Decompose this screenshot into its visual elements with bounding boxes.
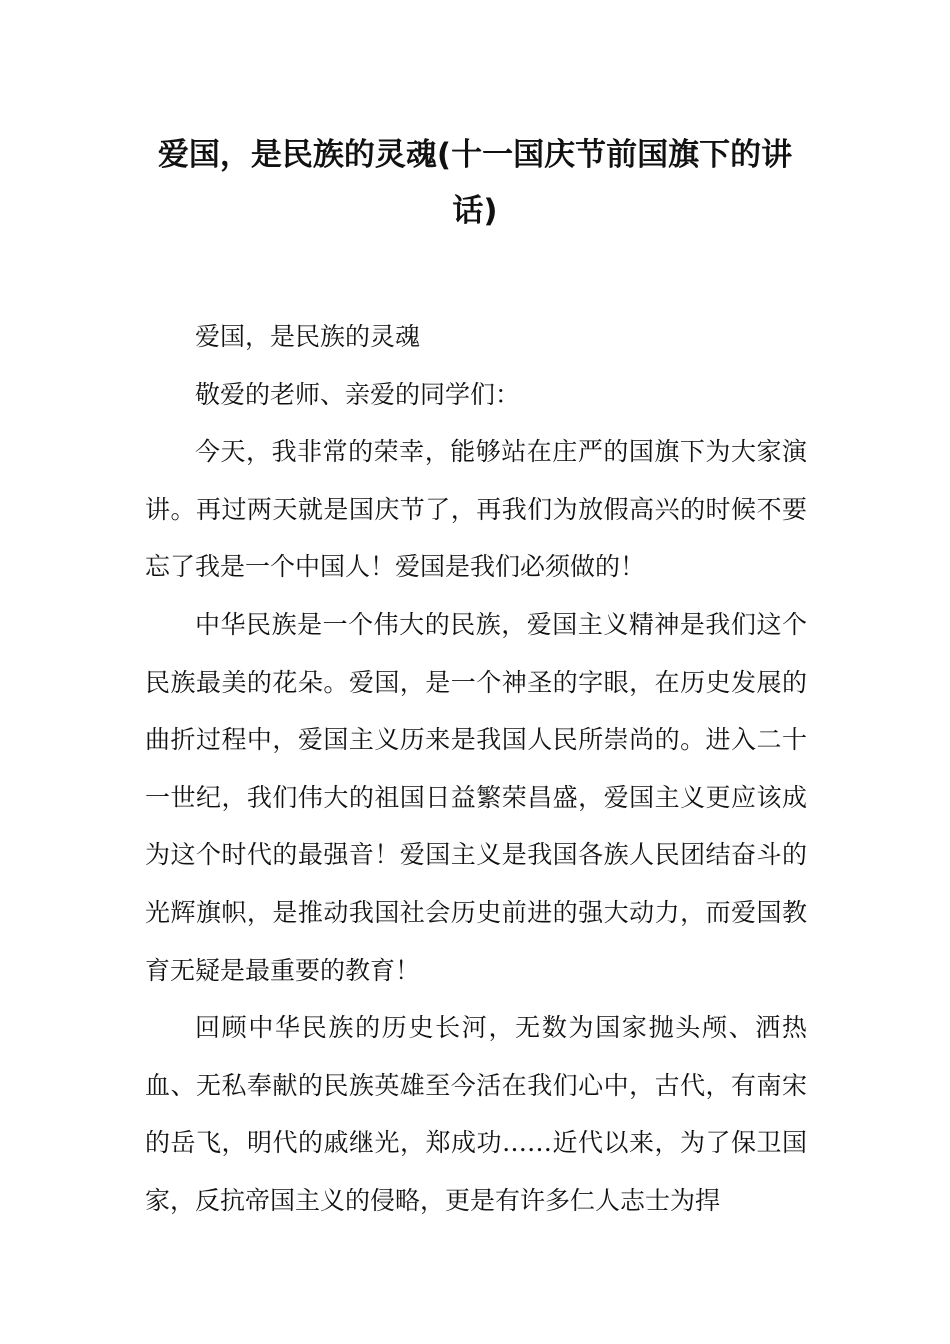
document-body [145,308,807,1230]
paragraph-salutation: 敬爱的老师、亲爱的同学们： [195,379,521,409]
document-title: 爱国，是民族的灵魂(十一国庆节前国旗下的讲话) [157,137,793,229]
paragraph: 今天，我非常的荣幸，能够站在庄严的国旗下为大家演讲。再过两天就是国庆节了，再我们为放假高兴的时候不要忘了我是一个中国人！爱国是我们必须做的！ [145,437,807,582]
paragraph-heading: 爱国，是民族的灵魂 [195,322,421,351]
paragraph: 回顾中华民族的历史长河，无数为国家抛头颅、洒热血、无私奉献的民族英雄至今活在我们心中，古代，有南宋的岳飞，明代的戚继光，郑成功……近代以来，为了保卫国家，反抗帝国主义的侵略，更是有许多仁人志士为捍 [145,1013,807,1215]
paragraph: 中华民族是一个伟大的民族，爱国主义精神是我们这个民族最美的花朵。爱国，是一个神圣的字眼，在历史发展的曲折过程中，爱国主义历来是我国人民所崇尚的。进入二十一世纪，我们伟大的祖国日益繁荣昌盛，爱国主义更应该成为这个时代的最强音！爱国主义是我国各族人民团结奋斗的光辉旗帜，是推动我国社会历史前进的强大动力，而爱国教育无疑是最重要的教育！ [145,609,807,985]
